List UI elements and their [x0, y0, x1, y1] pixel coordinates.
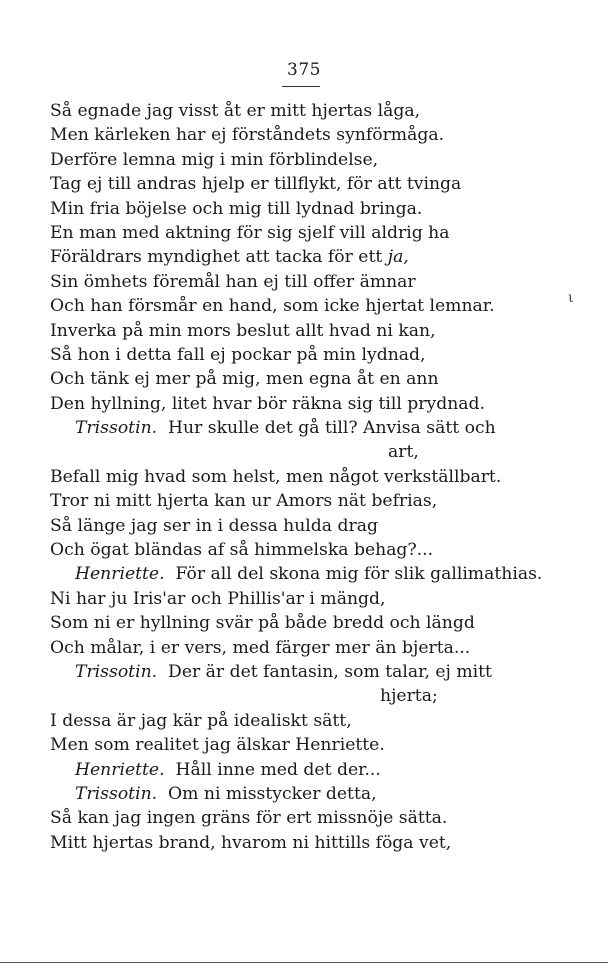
verse-line: Inverka på min mors beslut allt hvad ni kan, — [50, 320, 436, 341]
page-number: 375 — [287, 60, 321, 80]
margin-mark: ι — [568, 290, 574, 306]
verse-line: Och han försmår en hand, som icke hjertat lemnar. — [50, 296, 495, 317]
verse-line: Och målar, i er vers, med färger mer än bjerta... — [50, 637, 471, 658]
verse-line: Så länge jag ser in i dessa hulda drag — [50, 515, 378, 536]
speaker-name: Trissotin. — [75, 783, 158, 804]
verse-line: Så kan jag ingen gräns för ert missnöje sätta. — [50, 808, 448, 829]
verse-line: En man med aktning för sig sjelf vill aldrig ha — [50, 222, 450, 243]
speaker-name: Henriette. — [75, 759, 165, 780]
verse-line: Och ögat bländas af så himmelska behag?... — [50, 540, 434, 561]
verse-line: Men kärleken har ej förståndets synförmåga. — [50, 125, 445, 146]
verse-line: Så hon i detta fall ej pockar på min lydnad, — [50, 344, 426, 365]
verse-line: Tag ej till andras hjelp er tillflykt, för att tvinga — [50, 174, 462, 195]
speaker-name: Trissotin. — [75, 661, 158, 682]
verse-line: Mitt hjertas brand, hvarom ni hittills föga vet, — [50, 832, 452, 853]
verse-continuation: art, — [388, 442, 419, 463]
speaker-name: Trissotin. — [75, 418, 158, 439]
verse-line: Sin ömhets föremål han ej till offer ämnar — [50, 271, 416, 292]
speaker-line: Trissotin. Om ni misstycker detta, — [75, 783, 377, 804]
verse-line: Befall mig hvad som helst, men något verkställbart. — [50, 466, 502, 487]
speaker-line: Trissotin. Der är det fantasin, som talar, ej mitt — [75, 661, 492, 682]
verse-line: Ni har ju Iris'ar och Phillis'ar i mängd, — [50, 588, 386, 609]
verse-line: I dessa är jag kär på idealiskt sätt, — [50, 710, 352, 731]
speaker-line: Henriette. Håll inne med det der... — [75, 759, 381, 780]
verse-continuation: hjerta; — [380, 686, 438, 707]
verse-line: Tror ni mitt hjerta kan ur Amors nät befrias, — [50, 491, 438, 512]
verse-line: Men som realitet jag älskar Henriette. — [50, 735, 385, 756]
verse-line: Som ni er hyllning svär på både bredd och längd — [50, 613, 475, 634]
verse-line: Min fria böjelse och mig till lydnad bringa. — [50, 198, 423, 219]
verse-line: Så egnade jag visst åt er mitt hjertas låga, — [50, 101, 421, 121]
page-number-rule — [282, 86, 320, 87]
speaker-line: Trissotin. Hur skulle det gå till? Anvisa sätt och — [75, 418, 496, 439]
bottom-rule — [0, 962, 608, 963]
verse-line: Den hyllning, litet hvar bör räkna sig till prydnad. — [50, 393, 486, 414]
poem-text — [50, 99, 570, 855]
verse-line: Och tänk ej mer på mig, men egna åt en ann — [50, 369, 439, 390]
speaker-name: Henriette. — [75, 564, 165, 585]
verse-line: Derföre lemna mig i min förblindelse, — [50, 149, 379, 170]
verse-line: Föräldrars myndighet att tacka för ett ja, — [50, 247, 409, 268]
emphasis-text: ja, — [387, 247, 409, 268]
speaker-line: Henriette. För all del skona mig för slik gallimathias. — [75, 564, 543, 585]
